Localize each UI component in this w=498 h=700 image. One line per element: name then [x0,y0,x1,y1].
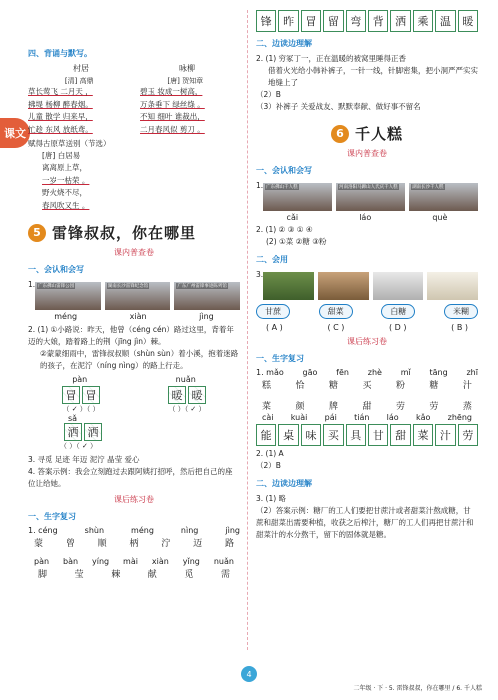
section-read-understand: 二、边读边理解 [256,39,312,48]
lesson-number-badge-6: 6 [331,125,349,143]
left-column: 四、背诵与默写。 村居 咏柳 [清] 高鼎 [唐] 贺知章 草长莺飞 二月天 ， 拂堤 杨柳 醉春烟。 儿童 散学 归来早， 忙趁 东风 放纸鸢。 碧玉 妆成一树高， 万条垂下 绿丝绦 。 不知 细叶 谁裁出， 二月春风似 剪刀 。 赋得古原草送别（节选） [唐] 白居易 离离原上草， 一岁一枯荣 。 野火烧不尽， 春风吹又生 。 5 雷锋叔叔，你在哪里 课内普查卷 一、会认和会写 1. 广东佛山雷锋公园 湖南长沙雷锋纪念馆 广东广州雷锋事迹陈列馆 méng xiàn jìng 2. (1) ①小路说：昨天，他曾（céng cén）路过这里，背着年迈的大娘，踏着路上的荆（jīng jìn）棘。 ②蒙蒙细雨中，雷锋叔叔顺（shùn sùn）着小溪，抱着迷路的孩子，在泥泞（níng nìng）的路上行走。 pàn nuǎn 冒 冒 暖 暖 （ ✓ ）（ ） （ ）（ ✓ ） sǎ 洒 洒 （ ）（ ✓ ） 3. 寻觅 足迹 年迈 泥泞 晶莹 爱心 4. 答案示例：我会立刻跑过去跟阿姨打招呼，然后把自己的座位让给她。 课后练习卷 一、生字复习 1. céng shùn méng nìng jìng 蒙 曾 顺 柄 泞 迈 路 pàn bàn yíng mài xiàn yǐng nuǎn 脚 莹 棘 献 觅 需 [28,49,240,580]
poem-author-hezhizhang: [唐] 贺知章 [167,77,204,85]
char-grid-2: 能 桌 味 买 具 甘 甜 菜 汁 劳 [256,424,478,446]
photo-sugar [373,272,424,300]
poem-title-yongliu: 咏柳 [179,64,195,73]
poem-author-baijuyi: [唐] 白居易 [42,151,81,160]
q4-answer: 4. 答案示例：我会立刻跑过去跟阿姨打招呼，然后把自己的座位让给她。 [28,467,233,488]
q3-answers: 3. 寻觅 足迹 年迈 泥泞 晶莹 爱心 [28,455,140,464]
poem-caoyuan: 离离原上草， 一岁一枯荣 。 野火烧不尽， 春风吹又生 。 [42,163,90,210]
practice-label: 课后练习卷 [114,495,154,504]
q2-part1: 2. (1) ①小路说：昨天，他曾（céng cén）路过这里，背着年迈的大娘，踏着路上的荆（jīng jìn）棘。 [28,325,234,346]
right-column: 锋 昨 冒 留 弯 背 洒 乘 温 暖 二、边读边理解 2. (1) 穷冢丁一，正在温暖的被窝里睡得正香 借着火光给小韩补裤子，一针一线，针脚密集，把小洞严严实实地缝上了 （2）B （3）补裤子 关爱战友、默默奉献、做好事不留名 6 千人糕 课内普查卷 一、会认和会写 1. 广东佛山千人糕 河南洛阳马蹄山人氏庆千人糕 湖南长沙千人糕 cǎi láo què 2. (1) ② ③ ① ④ (2) ①菜 ②糖 ③粉 二、会用 3. 甘蔗 甜菜 白糖 米糊 ( A ) ( C ) ( D ) ( B ) 课后练习卷 一、生字复习 1. mǎo gāo fēn zhè mǐ tāng zhī 糕 恰 糖 买 粉 糖 汁 菜 颜 牌 甜 劳 劳 蒸 cài kuài pái tián láo kǎo zhēng 能 桌 味 买 具 甘 甜 菜 汁 劳 2. (1) A （2）B 二、边读边理解 3. (1) 略 （2）答案示例：糖厂的工人们要把甘蔗汁或者甜菜汁熬成糖，甘蔗和甜菜出需要种植，收获之后榨汁，糖厂的工人们再把甘蔗汁和甜菜汁的水分熬干，留下的固体就是糖。 [256,8,478,541]
poem-title-cunju: 村居 [73,64,89,73]
photo-memorial: 湖南长沙雷锋纪念馆 [105,282,171,310]
q2-part2: ②蒙蒙细雨中，雷锋叔叔顺（shùn sùn）着小溪，抱着迷路的孩子，在泥泞（níng nìng）的路上行走。 [40,349,239,370]
photo-beet [318,272,369,300]
photo-museum: 广东广州雷锋事迹陈列馆 [174,282,240,310]
photo-market: 广东佛山千人糕 [263,183,332,211]
photo-sugarcane [263,272,314,300]
lesson6-photos [263,183,478,211]
photo-house: 湖南长沙千人糕 [409,183,478,211]
page-footer: 二年级 · 下 · 5. 雷锋叔叔，你在哪里 / 6. 千人糕 [353,685,482,692]
food-photos [263,272,478,300]
photo-street: 河南洛阳马蹄山人氏庆千人糕 [336,183,405,211]
q2-char-boxes: 冒 冒 暖 暖 [28,386,240,404]
poem-title-caoyuan: 赋得古原草送别（节选） [28,139,111,148]
column-divider [247,10,248,650]
quiz-label: 课内普查卷 [114,248,154,257]
lesson5-photos [35,282,240,310]
q1-pinyin-row: méng xiàn jìng [54,312,214,321]
side-tab-lesson: 课文 [0,118,30,148]
poems-block [28,86,240,136]
lesson-5-header [28,222,240,243]
q3-ovals: 甘蔗 甜菜 白糖 米糊 [256,304,478,319]
photo-park: 广东佛山雷锋公园 [35,282,101,310]
poem-cunju: 草长莺飞 二月天 ， 拂堤 杨柳 醉春烟。 儿童 散学 归来早， 忙趁 东风 放纸鸢。 [28,87,93,134]
lesson-5-title: 雷锋叔叔，你在哪里 [52,224,197,242]
section-char-review: 一、生字复习 [28,512,76,521]
section-recite: 四、背诵与默写。 [28,49,92,58]
lesson-6-title: 千人糕 [354,125,403,143]
section-read-write: 一、会认和会写 [28,265,84,274]
char-grid-1: 锋 昨 冒 留 弯 背 洒 乘 温 暖 [256,10,478,32]
poem-yongliu: 碧玉 妆成一树高， 万条垂下 绿丝绦 。 不知 细叶 谁裁出， 二月春风似 剪刀 。 [140,87,205,134]
lesson-number-badge: 5 [28,224,46,242]
lesson-6-header [256,123,478,144]
photo-rice-paste [427,272,478,300]
page-number: 4 [241,666,257,682]
poem-author-gaoding: [清] 高鼎 [64,77,94,85]
